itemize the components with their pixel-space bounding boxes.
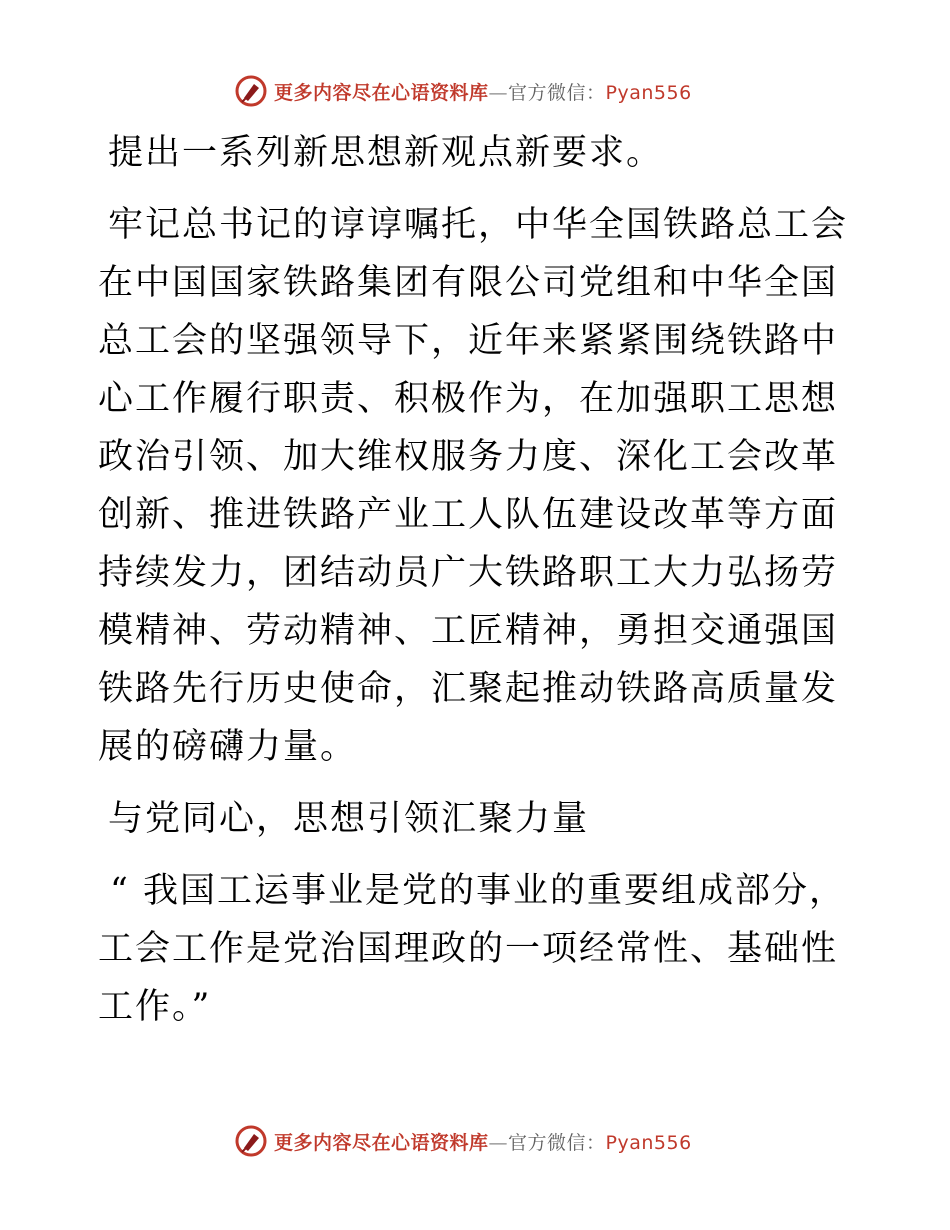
watermark-wechat-id: Pyan556 — [605, 1131, 692, 1154]
quote-paragraph: “ 我国工运事业是党的事业的重要组成部分，工会工作是党治国理政的一项经常性、基础性工作。” — [98, 871, 847, 1027]
watermark-dash: — — [488, 81, 509, 104]
watermark-brand: 更多内容尽在心语资料库 — [274, 1131, 489, 1154]
watermark-text — [274, 1128, 692, 1155]
document-body — [98, 124, 850, 1050]
watermark-footer — [234, 1121, 754, 1161]
paragraph-2: 牢记总书记的谆谆嘱托，中华全国铁路总工会在中国国家铁路集团有限公司党组和中华全国总工会的坚强领导下，近年来紧紧围绕铁路中心工作履行职责、积极作为，在加强职工思想政治引领、加大维权服务力度、深化工会改革创新、推进铁路产业工人队伍建设改革等方面持续发力，团结动员广大铁路职工大力弘扬劳模精神、劳动精神、工匠精神，勇担交通强国铁路先行历史使命，汇聚起推动铁路高质量发展的磅礴力量。 — [98, 205, 849, 767]
watermark-official-label: 官方微信： — [508, 1131, 606, 1154]
watermark-wechat-id: Pyan556 — [605, 81, 692, 104]
pen-nib-logo-icon — [234, 1124, 268, 1158]
section-heading: 与党同心，思想引领汇聚力量 — [108, 799, 590, 839]
watermark-brand: 更多内容尽在心语资料库 — [274, 81, 489, 104]
watermark-official-label: 官方微信： — [508, 81, 606, 104]
paragraph-1: 提出一系列新思想新观点新要求。 — [108, 133, 664, 173]
watermark-text — [274, 78, 692, 105]
watermark-dash: — — [488, 1131, 509, 1154]
watermark-header — [234, 71, 754, 111]
pen-nib-logo-icon — [234, 74, 268, 108]
